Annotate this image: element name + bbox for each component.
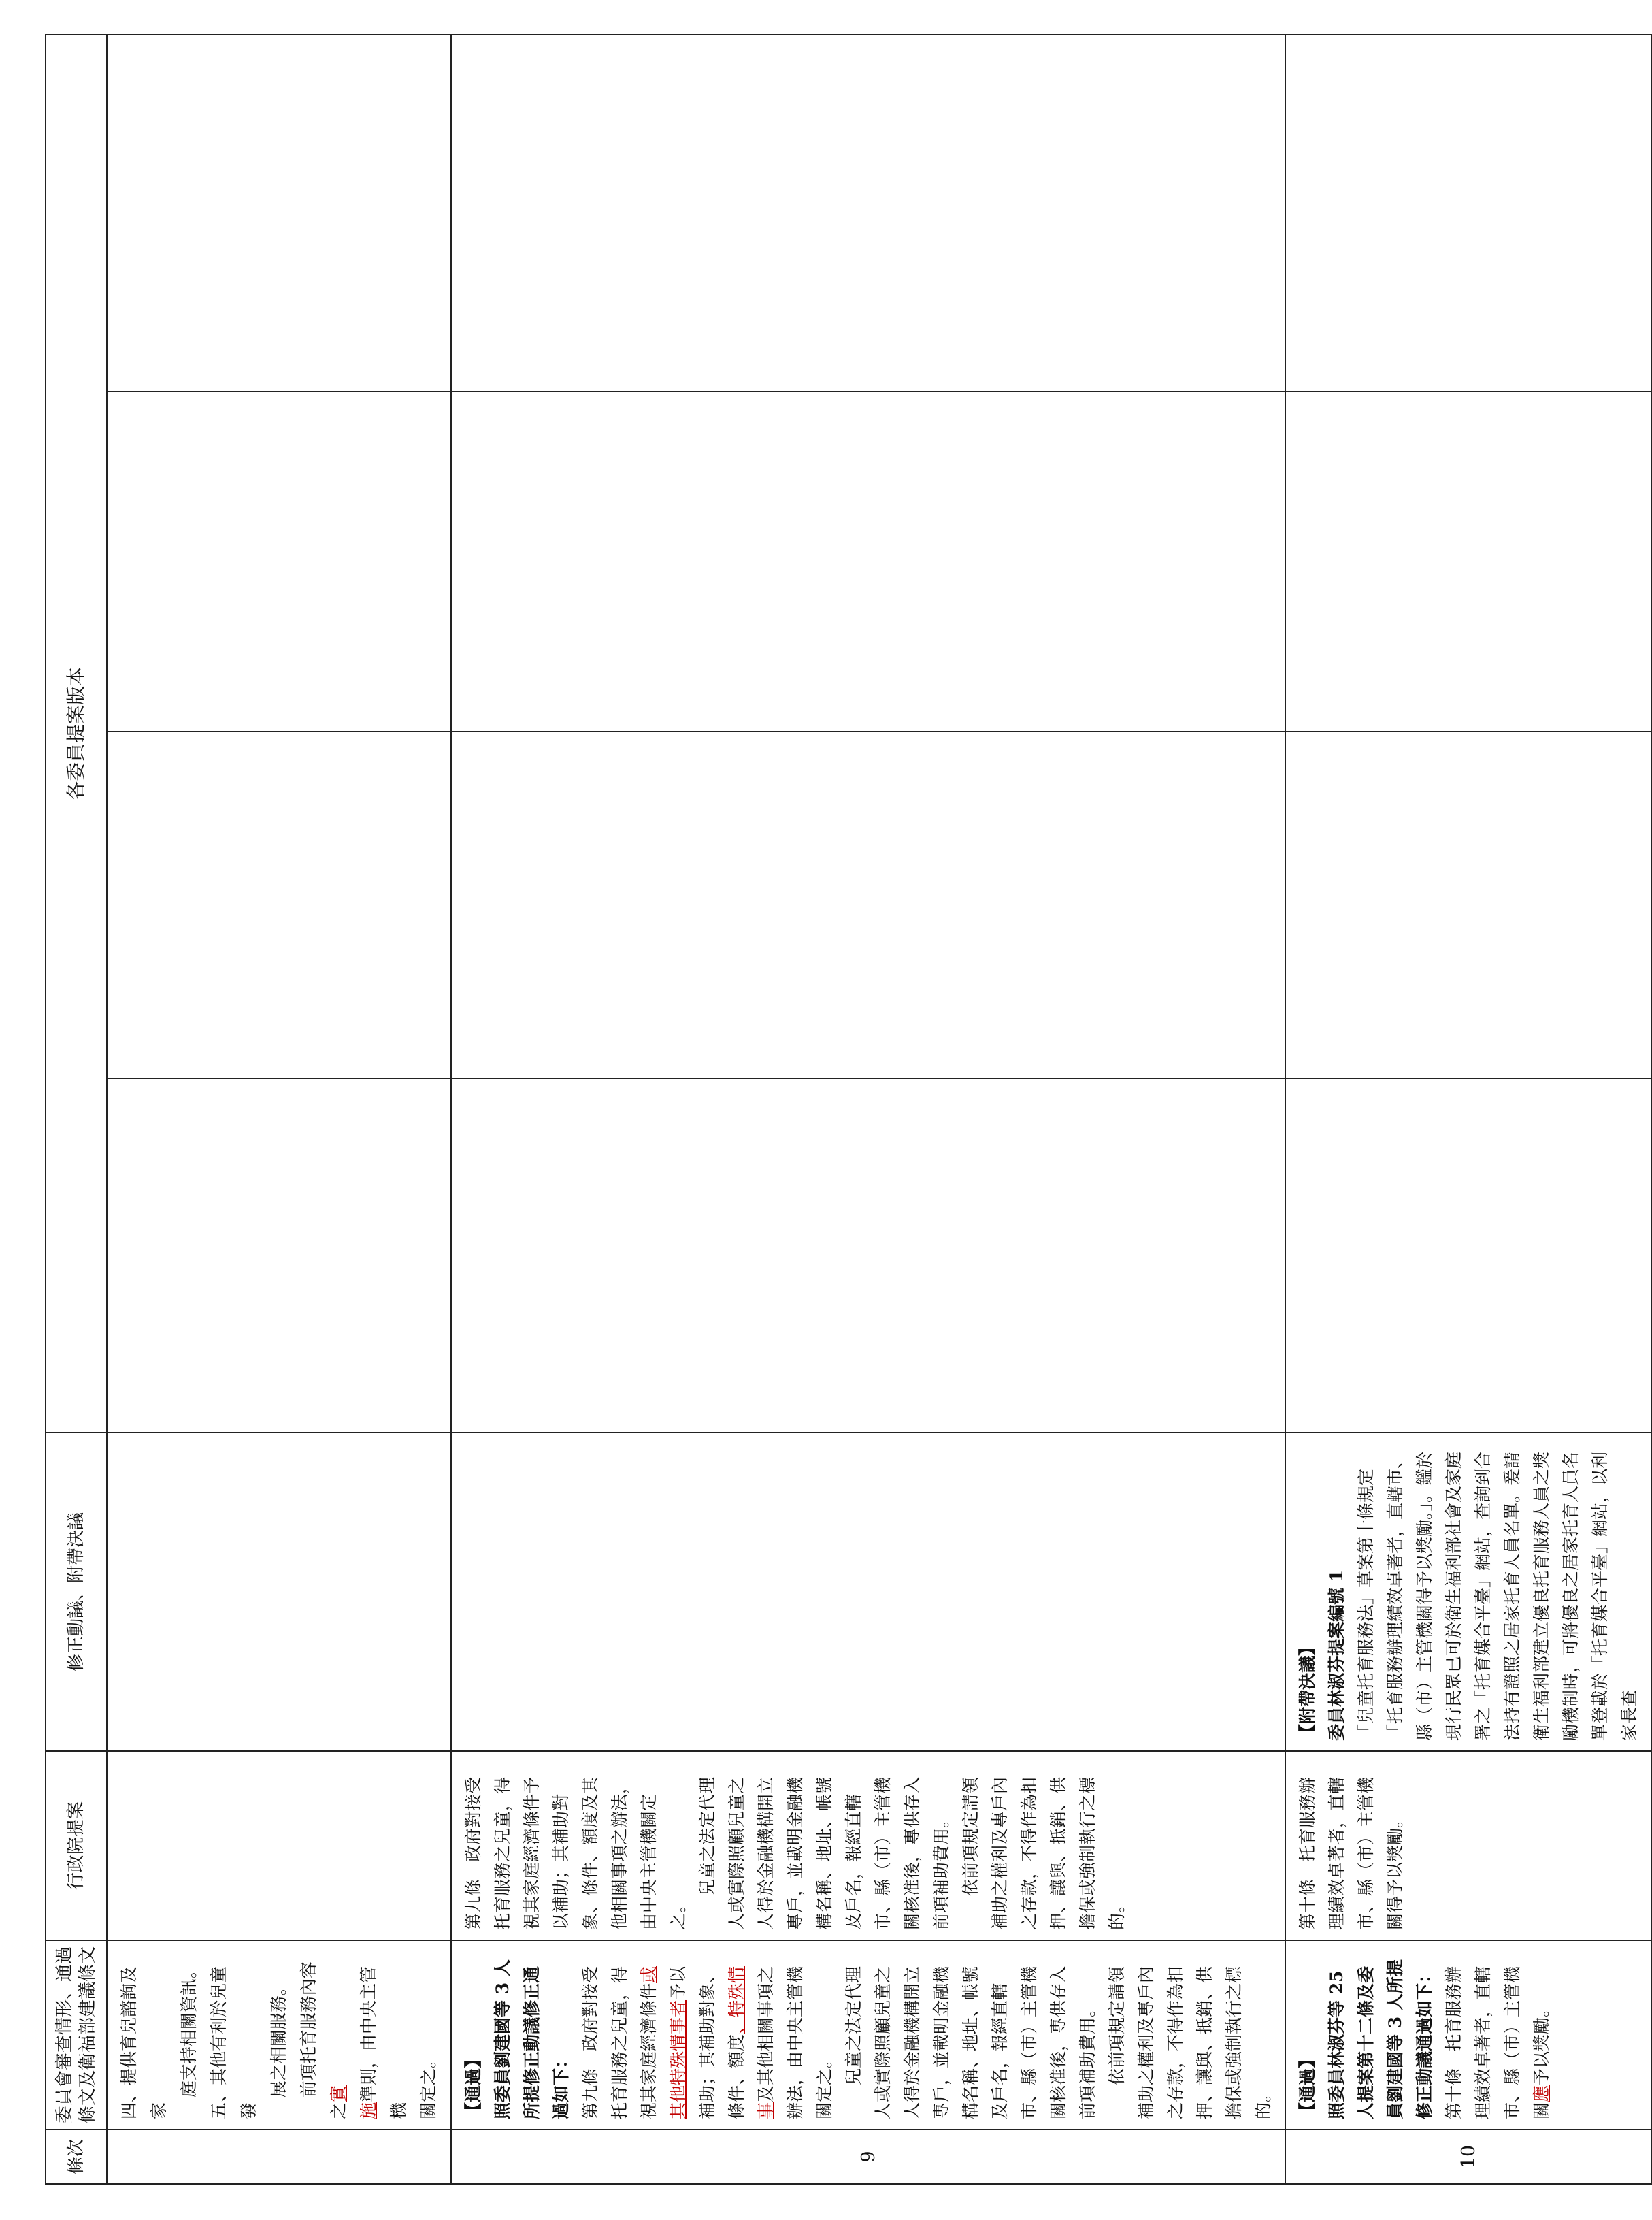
row10-c-p1b: 予以獎勵。: [1532, 1999, 1551, 2085]
prev-executive: [107, 1751, 451, 1940]
prev-line-6: 準則，由中央主管機: [359, 1965, 408, 2119]
row10-motion-title: 【附帶決議】: [1298, 1638, 1317, 1741]
row10-motion-sub: 委員林淑芬提案編號 1: [1327, 1569, 1347, 1741]
row10-e-p1: 第十條 托育服務辦理績效卓著者，直轄市、縣（市）主管機關得予以獎勵。: [1298, 1776, 1405, 1930]
prev-line-2: 庭支持相關資訊。: [179, 1961, 199, 2119]
row9-e-p3: 依前項規定請領補助之權利及專戶內之存款，不得作為扣押、讓與、抵銷、供擔保或強制執行之標的。: [961, 1776, 1127, 1930]
row9-c-red1: 或其他特殊情事者: [639, 1965, 688, 2119]
row10-status: 【通過】: [1298, 2051, 1317, 2119]
row9-status: 【通過】: [463, 2051, 483, 2119]
prev-num: [107, 2129, 451, 2184]
row9-c-p1a: 第九條 政府對接受托育服務之兒童，得視其家庭經濟條件: [580, 1965, 659, 2119]
prev-leg-4: [107, 35, 451, 391]
row9-num: 9: [451, 2129, 1285, 2184]
row9-e-p2: 兒童之法定代理人或實際照顧兒童之人得於金融機構開立專戶，並載明金融機構名稱、地址、帳號及戶名，報經直轄市、縣（市）主管機關核准後，專供存入前項補助費用。: [697, 1776, 951, 1930]
prev-leg-2: [107, 732, 451, 1079]
prev-line-1: 四、提供育兒諮詢及家: [119, 1965, 169, 2119]
row10-num: 10: [1285, 2129, 1651, 2184]
prev-red-2: 施: [359, 2102, 378, 2119]
header-motion: 修正動議、附帶決議: [46, 1433, 107, 1751]
header-num: 條次: [46, 2129, 107, 2184]
table-row-prev: [107, 35, 451, 2184]
row9-motion: [451, 1433, 1285, 1751]
row9-c-red2: 、特殊情事: [727, 1965, 776, 2119]
row10-intro: 照委員林淑芬等 25 人提案第十二條及委員劉建國等 3 人所提修正動議通過如下：: [1327, 1959, 1434, 2119]
prev-red-1: 實: [329, 2085, 348, 2102]
prev-line-5: 前項托育服務內容之: [299, 1961, 348, 2119]
row9-leg-1: [451, 1079, 1285, 1433]
row9-c-p2: 兒童之法定代理人或實際照顧兒童之人得於金融機構開立專戶，並載明金融機構名稱、地址、帳號及戶名，報經直轄市、縣（市）主管機關核准後，專供存入前項補助費用。: [844, 1965, 1097, 2119]
prev-line-3: 五、其他有利於兒童發: [209, 1965, 259, 2119]
row9-c-p1c: 及其他相關事項之辦法，由中央主管機關定之。: [756, 1965, 834, 2119]
row9-c-p3: 依前項規定請領補助之權利及專戶內之存款，不得作為扣押、讓與、抵銷、供擔保或強制執行之標的。: [1107, 1965, 1273, 2119]
row10-leg-2: [1285, 732, 1651, 1079]
prev-line-4: 展之相關服務。: [269, 1978, 288, 2119]
row9-committee: [451, 1940, 1285, 2129]
row10-motion: [1285, 1433, 1651, 1751]
prev-leg-1: [107, 1079, 451, 1433]
row10-executive: [1285, 1751, 1651, 1940]
row9-leg-4: [451, 35, 1285, 391]
row10-c-p1a: 第十條 托育服務辦理績效卓著者，直轄市、縣（市）主管機關: [1444, 1965, 1551, 2119]
prev-line-7: 關定之。: [418, 2051, 438, 2119]
row9-executive: [451, 1751, 1285, 1940]
prev-leg-3: [107, 391, 451, 732]
row9-e-p1: 第九條 政府對接受托育服務之兒童，得視其家庭經濟條件予以補助；其補助對象、條件、額度及其他相關事項之辦法，由中央主管機關定之。: [463, 1776, 688, 1930]
prev-committee: [107, 1940, 451, 2129]
prev-motion: [107, 1433, 451, 1751]
row10-committee: [1285, 1940, 1651, 2129]
row10-leg-4: [1285, 35, 1651, 391]
row9-c-p1b: 予以補助；其補助對象、條件、額度: [668, 1965, 746, 2119]
row10-leg-3: [1285, 391, 1651, 732]
row10-motion-text: 「兒童托育服務法」草案第十條規定「托育服務辦理績效卓著者，直轄市、縣（市）主管機關得予以獎勵。」。鑑於現行民眾已可於衛生福利部社會及家庭署之「托育媒合平臺」網站，查詢到合法持有證照之居家托育人員名單。爰請衛生福利部建立優良托育服務人員之獎勵機制時，可將優良之居家托育人員名單登載於「托育媒合平臺」網站，以利家長查: [1356, 1451, 1639, 1741]
row9-intro: 照委員劉建國等 3 人所提修正動議修正通過如下：: [493, 1959, 571, 2119]
table-row-10: [1285, 35, 1651, 2184]
header-executive: 行政院提案: [46, 1751, 107, 1940]
row9-leg-2: [451, 732, 1285, 1079]
comparison-table: [45, 34, 1652, 2185]
header-committee: 委員會審查情形、通過條文及衛福部建議條文: [46, 1940, 107, 2129]
row10-leg-1: [1285, 1079, 1651, 1433]
rotated-comparison-table: [45, 35, 1639, 2185]
header-legislators: 各委員提案版本: [46, 35, 107, 1433]
row10-c-red: 應: [1532, 2085, 1551, 2102]
row9-leg-3: [451, 391, 1285, 732]
table-row-9: [451, 35, 1285, 2184]
